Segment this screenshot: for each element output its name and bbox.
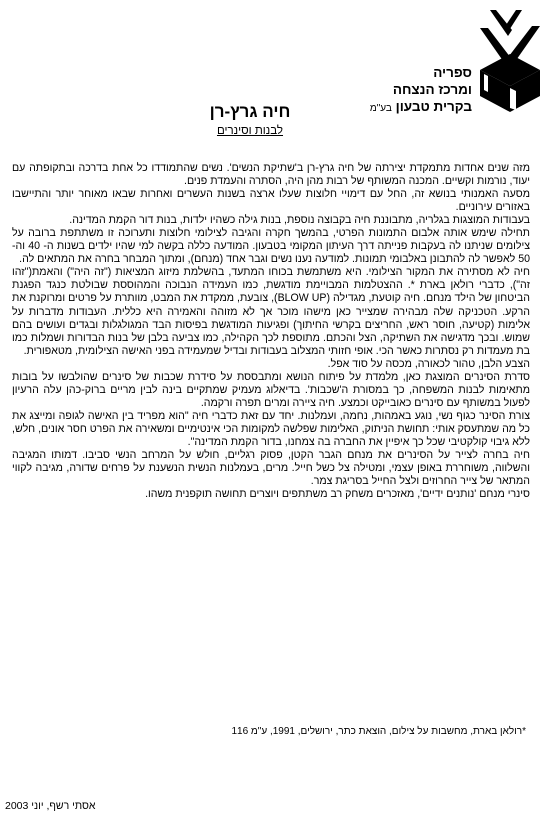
paragraph: בעבודות המוצגות בגלריה, מתבוננת חיה בקבוצה נוספת, בנות גילה כשהיו ילדות, בנות דור הקמת המדינה. (69, 214, 530, 227)
author-name: חיה גרץ-רן (209, 102, 291, 121)
paragraph: תחילה שימש אותה אלבום התמונות הפרטי, בהמשך חקרה והגיבה לצילומי חלוצות ותערוכה זו משתתפת ברובה על צילומים שניתנו לה בעקבות פנייתה דרך העיתון המקומי בטבעון. המודעה כללה בקשה למי שהיו ילדים בשנות ה- 40 וה- 50 לאפשר לה להתבונן באלבומי תמונות. למודעה נענו נשים וגבר אחד (מנחם), ומתוך המבחר בחרה את המתאים לה. (12, 227, 531, 266)
paragraph: חיה לא מסתירה את המקור הצילומי. היא משתמשת בכוחו המתעד, בהשלמת מיזוג המציאות ("זה היה") והאמת("זהו זה"), כדברי רולאן בארת *. ההצטלמות המבויימת מודגשת, כמו העמידה הנבוכה והמהוססת שבולטת כנגד הפגנת הביטחון של הילד מנחם. חיה קוטעת, מגדילה (BLOW UP), צובעת, ממקדת את המבט, מוותרת על פרטים ומרוקנת את הרקע. הטכניקה שלה מבהירה שמצייר כאן מישהו מוכר אך לא מזוהה והאמירה היא כללית. העבודות מדברות על אלימות (קטיעה, חוסר ראש, החריצים בקרשי החיתוך) ופגיעות המודגשת בפיסות הבד המגולגלות ובגדים ועושים בהם שמוש. ובכך מדגישה את השתיקה, הצל והכתם. מתוספת לכך הקהילה, כמו צביעה בלבן של בנות הבדורות ושמלות כמו בת מעמדות רק נסתרות כאשר הכי. אופי חזותי המצלוב בעבודות ובדיל שמעמידה בפני האישה הצילומית, מטאפורית. (12, 266, 530, 357)
exhibition-title: לבנות וסינרים (216, 125, 284, 137)
library-logo-icon (478, 8, 542, 114)
paragraph: מסעה האמנותי בנושא זה, החל עם דימויי חלוצות שעלו ארצה בשנות העשרים ואחרות שבאו מאוחר יותר והתיישבו באזורים עירוניים. (12, 188, 530, 214)
paragraph: מזה שנים אחדות מתמקדת יצירתה של חיה גרץ-רן ב'שתיקת הנשים'. נשים שהתמודדו כל אחת בדרכה ובתקופתה עם יעוד, נורמות וקשיים. המכנה המשותף של רבות מהן היה, הסתרה והעמדת פנים. (12, 162, 530, 188)
paragraph: חיה בחרה לצייר על הסינרים את מנחם הגבר הקטן, פסוק רגליים, חולש על המרחב הנשי סביבו. דמותו המגיבה והשלווה, משוחררת באופן עצמי, ומטילה צל כשל חייל. מרים, בעמלנות הנשית הנשענת על פרחים שדורה, מגיבה לקווי המתאר של צייר החרוזים ולצל החייל בסריגת צמר. (12, 449, 530, 488)
org-line-2: ומרכז הנצחה (392, 82, 472, 97)
article-body (12, 162, 530, 501)
org-line-1: ספריה (433, 65, 472, 80)
author-signature: אסתי רשף, יוני 2003 (5, 800, 96, 812)
organization-name (370, 64, 472, 117)
org-line-3 (370, 98, 472, 117)
paragraph: סינרי מנחם 'נותנים ידיים', מאזכרים משחק רב משתתפים ויוצרים תחושה תוקפנית משהו. (145, 488, 530, 501)
footnote: *רולאן בארת, מחשבות על צילום, הוצאת כתר, ירושלים, 1991, ע"מ 116 (231, 726, 526, 737)
paragraph: סדרת הסינרים המוצגת כאן, מלמדת על פיתוח הנושא ומתבססת על סידרת שכבות של סינרים שהולבשו על בובות מתאימות לבנות המשפחה, כך במסורת ה'שכבות'. בדיאלוג מעמיק שמתקיים בינה לבין מריים ברוק-כהן עלה הרעיון לפעול במשותף עם סינרים כאובייקט וכמצע. חיה ציירה ומרים תפרה ורקמה. (12, 370, 530, 409)
org-line-3-text: בקרית טבעון (395, 99, 472, 114)
paragraph: הצבע הלבן, טהור לכאורה, מכסה על סוד אפל. (327, 357, 530, 370)
paragraph: צורת הסינר כגוף נשי, נוגע באמהות, נחמה, ועמלנות. יחד עם זאת כדברי חיה "הוא מפריד בין האישה לגופה ומייצג את כל מה שמתעסק אותי: תחושת הניתוק, האלימות שפלשה למקומות הכי אינטימיים ומשאירה את הפרט חסר אונים, חלש, ללא גיבוי קולקטיבי שכל כך איפיין את החברה בה צמחנו, בדור הקמת המדינה". (12, 409, 530, 448)
org-suffix: בע"מ (369, 103, 392, 114)
